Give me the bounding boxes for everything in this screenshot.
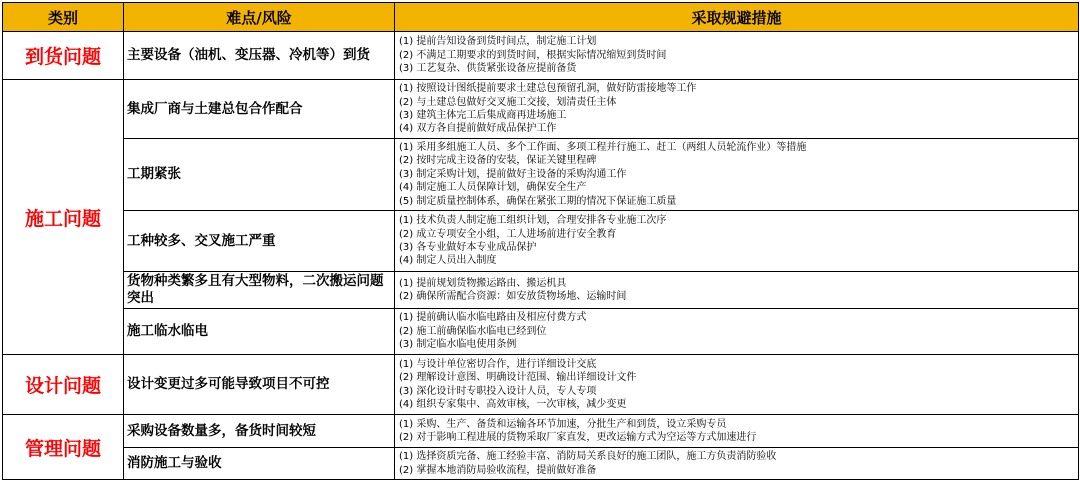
measure-item: (2) 理解设计意图、明确设计范围、输出详细设计文件 xyxy=(399,372,637,384)
measure-item: (1) 提前告知设备到货时间点，制定施工计划 xyxy=(399,36,597,48)
header-measures: 采取规避措施 xyxy=(395,3,1079,32)
measure-item: (2) 掌握本地消防局验收流程，提前做好准备 xyxy=(399,464,597,476)
table-row xyxy=(3,32,1079,80)
measure-item: (1) 采购、生产、备货和运输各环节加速，分批生产和到货，设立采购专员 xyxy=(399,418,727,430)
measure-item: (4) 制定人员出入制度 xyxy=(399,255,497,267)
header-category: 类别 xyxy=(3,3,124,32)
category-management: 管理问题 xyxy=(3,415,124,480)
measures-cell xyxy=(395,80,1079,139)
risk-cell: 采购设备数量多，备货时间较短 xyxy=(124,415,395,448)
category-construction: 施工问题 xyxy=(3,80,124,355)
measure-item: (5) 制定质量控制体系，确保在紧张工期的情况下保证施工质量 xyxy=(399,195,677,207)
measure-item: (4) 双方各自提前做好成品保护工作 xyxy=(399,123,557,135)
measure-item: (3) 各专业做好本专业成品保护 xyxy=(399,242,537,253)
measures-cell xyxy=(395,309,1079,355)
measure-item: (1) 与设计单位密切合作，进行详细设计交底 xyxy=(399,358,597,370)
table-row xyxy=(3,80,1079,139)
measure-item: (2) 施工前确保临水临电已经到位 xyxy=(399,325,547,337)
measures-cell xyxy=(395,272,1079,309)
measure-item: (2) 按时完成主设备的安装，保证关键里程碑 xyxy=(399,155,597,167)
measure-item: (4) 制定施工人员保障计划，确保安全生产 xyxy=(399,182,587,194)
table-row xyxy=(3,448,1079,480)
risk-cell: 施工临水临电 xyxy=(124,309,395,355)
measures-cell xyxy=(395,355,1079,415)
table-row xyxy=(3,355,1079,415)
risk-measures-table xyxy=(2,2,1079,480)
measure-item: (3) 建筑主体完工后集成商再进场施工 xyxy=(399,110,567,121)
table-row xyxy=(3,211,1079,272)
risk-cell: 工期紧张 xyxy=(124,139,395,211)
risk-cell: 主要设备（油机、变压器、冷机等）到货 xyxy=(124,32,395,80)
measure-item: (2) 确保所需配合资源：如安放货物场地、运输时间 xyxy=(399,291,627,302)
measure-item: (3) 制定临水临电使用条例 xyxy=(399,339,517,351)
measure-item: (1) 技术负责人制定施工组织计划，合理安排各专业施工次序 xyxy=(399,215,667,227)
table-row xyxy=(3,309,1079,355)
measure-item: (4) 组织专家集中、高效审核，一次审核，减少变更 xyxy=(399,398,627,410)
measure-item: (1) 采用多组施工人员、多个工作面、多项工程并行施工、赶工（两组人员轮流作业）等措施 xyxy=(399,141,807,153)
risk-cell: 设计变更过多可能导致项目不可控 xyxy=(124,355,395,415)
category-design: 设计问题 xyxy=(3,355,124,415)
measure-item: (3) 制定采购计划，提前做好主设备的采购沟通工作 xyxy=(399,168,627,180)
category-delivery: 到货问题 xyxy=(3,32,124,80)
measures-cell xyxy=(395,415,1079,448)
measure-item: (2) 与土建总包做好交叉施工交接，划清责任主体 xyxy=(399,96,617,108)
table-row xyxy=(3,139,1079,211)
measure-item: (3) 深化设计时专职投入设计人员，专人专项 xyxy=(399,385,597,397)
measures-cell xyxy=(395,32,1079,80)
measure-item: (1) 按照设计图纸提前要求土建总包预留孔洞，做好防雷接地等工作 xyxy=(399,83,697,95)
measures-cell xyxy=(395,139,1079,211)
measure-item: (1) 提前规划货物搬运路由、搬运机具 xyxy=(399,277,567,289)
risk-cell: 工种较多、交叉施工严重 xyxy=(124,211,395,272)
measure-item: (2) 对于影响工程进展的货物采取厂家直发，更改运输方式为空运等方式加速进行 xyxy=(399,432,757,443)
measure-item: (3) 工艺复杂、供货紧张设备应提前备货 xyxy=(399,63,577,75)
measure-item: (1) 选择资质完备、施工经验丰富、消防局关系良好的施工团队，施工方负责消防验收 xyxy=(399,451,777,463)
measures-cell xyxy=(395,448,1079,480)
measure-item: (1) 提前确认临水临电路由及相应付费方式 xyxy=(399,312,587,324)
measure-item: (2) 不满足工期要求的到货时间，根据实际情况缩短到货时间 xyxy=(399,49,667,61)
header-risk: 难点/风险 xyxy=(124,3,395,32)
risk-cell: 集成厂商与土建总包合作配合 xyxy=(124,80,395,139)
table-row xyxy=(3,415,1079,448)
risk-cell: 消防施工与验收 xyxy=(124,448,395,480)
measure-item: (2) 成立专项安全小组，工人进场前进行安全教育 xyxy=(399,228,617,240)
measures-cell xyxy=(395,211,1079,272)
table-row xyxy=(3,272,1079,309)
risk-cell: 货物种类繁多且有大型物料，二次搬运问题突出 xyxy=(124,272,395,309)
header-row xyxy=(3,3,1079,32)
